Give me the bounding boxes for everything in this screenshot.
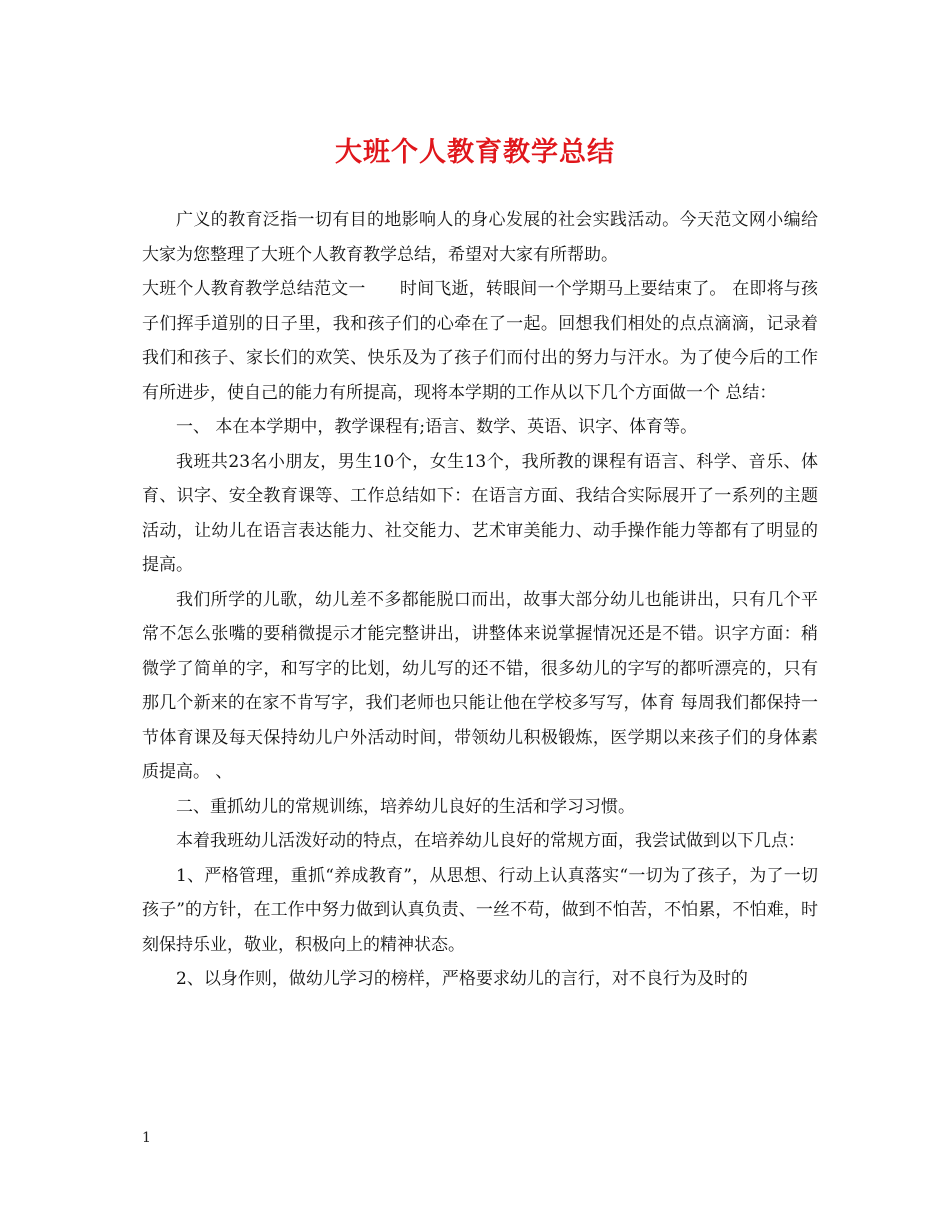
page-number: 1	[142, 1130, 151, 1146]
paragraph-section-two: 二、重抓幼儿的常规训练，培养幼儿良好的生活和学习习惯。	[176, 796, 635, 817]
paragraph-routine-points: 本着我班幼儿活泼好动的特点，在培养幼儿良好的常规方面，我尝试做到以下几点：	[176, 831, 805, 851]
paragraph-songs-literacy: 我们所学的儿歌，幼儿差不多都能脱口而出，故事大部分幼儿也能讲出，只有几个平常不怎么张嘴的要稍微提示才能完整讲出，讲整体来说掌握情况还是不错。识字方面：稍微学了简单的字，和写字的比划，幼儿写的还不错，很多幼儿的字写的都听漂亮的，只有那几个新来的在家不肯写字，我们老师也只能让他在学校多写写，体育 每周我们都保持一节体育课及每天保持幼儿户外活动时间，带领幼儿积极锻炼，医学期以来孩子们的身体素质提高。 、	[142, 589, 818, 782]
paragraph-sample-one: 大班个人教育教学总结范文一 时间飞逝，转眼间一个学期马上要结束了。 在即将与孩子们挥手道别的日子里，我和孩子们的心牵在了一起。回想我们相处的点点滴滴，记录着我们和孩子、家长们的欢笑、快乐及为了孩子们而付出的努力与汗水。为了使今后的工作有所进步，使自己的能力有所提高，现将本学期的工作从以下几个方面做一个 总结：	[142, 279, 818, 403]
paragraph-intro: 广义的教育泛指一切有目的地影响人的身心发展的社会实践活动。今天范文网小编给大家为您整理了大班个人教育教学总结，希望对大家有所帮助。	[142, 210, 818, 265]
document-title: 大班个人教育教学总结	[335, 137, 615, 168]
document-body	[142, 203, 818, 997]
paragraph-point-two: 2、以身作则，做幼儿学习的榜样，严格要求幼儿的言行，对不良行为及时的	[176, 969, 748, 989]
paragraph-section-one: 一、 本在本学期中，教学课程有;语言、数学、英语、识字、体育等。	[176, 417, 698, 437]
paragraph-point-one: 1、严格管理，重抓“养成教育”，从思想、行动上认真落实“一切为了孩子，为了一切孩子”的方针，在工作中努力做到认真负责、一丝不苟，做到不怕苦，不怕累，不怕难，时刻保持乐业，敬业，积极向上的精神状态。	[142, 865, 818, 955]
paragraph-class-info: 我班共23名小朋友，男生10个，女生13个，我所教的课程有语言、科学、音乐、体育、识字、安全教育课等、工作总结如下：在语言方面、我结合实际展开了一系列的主题活动，让幼儿在语言表达能力、社交能力、艺术审美能力、动手操作能力等都有了明显的提高。	[142, 451, 818, 575]
